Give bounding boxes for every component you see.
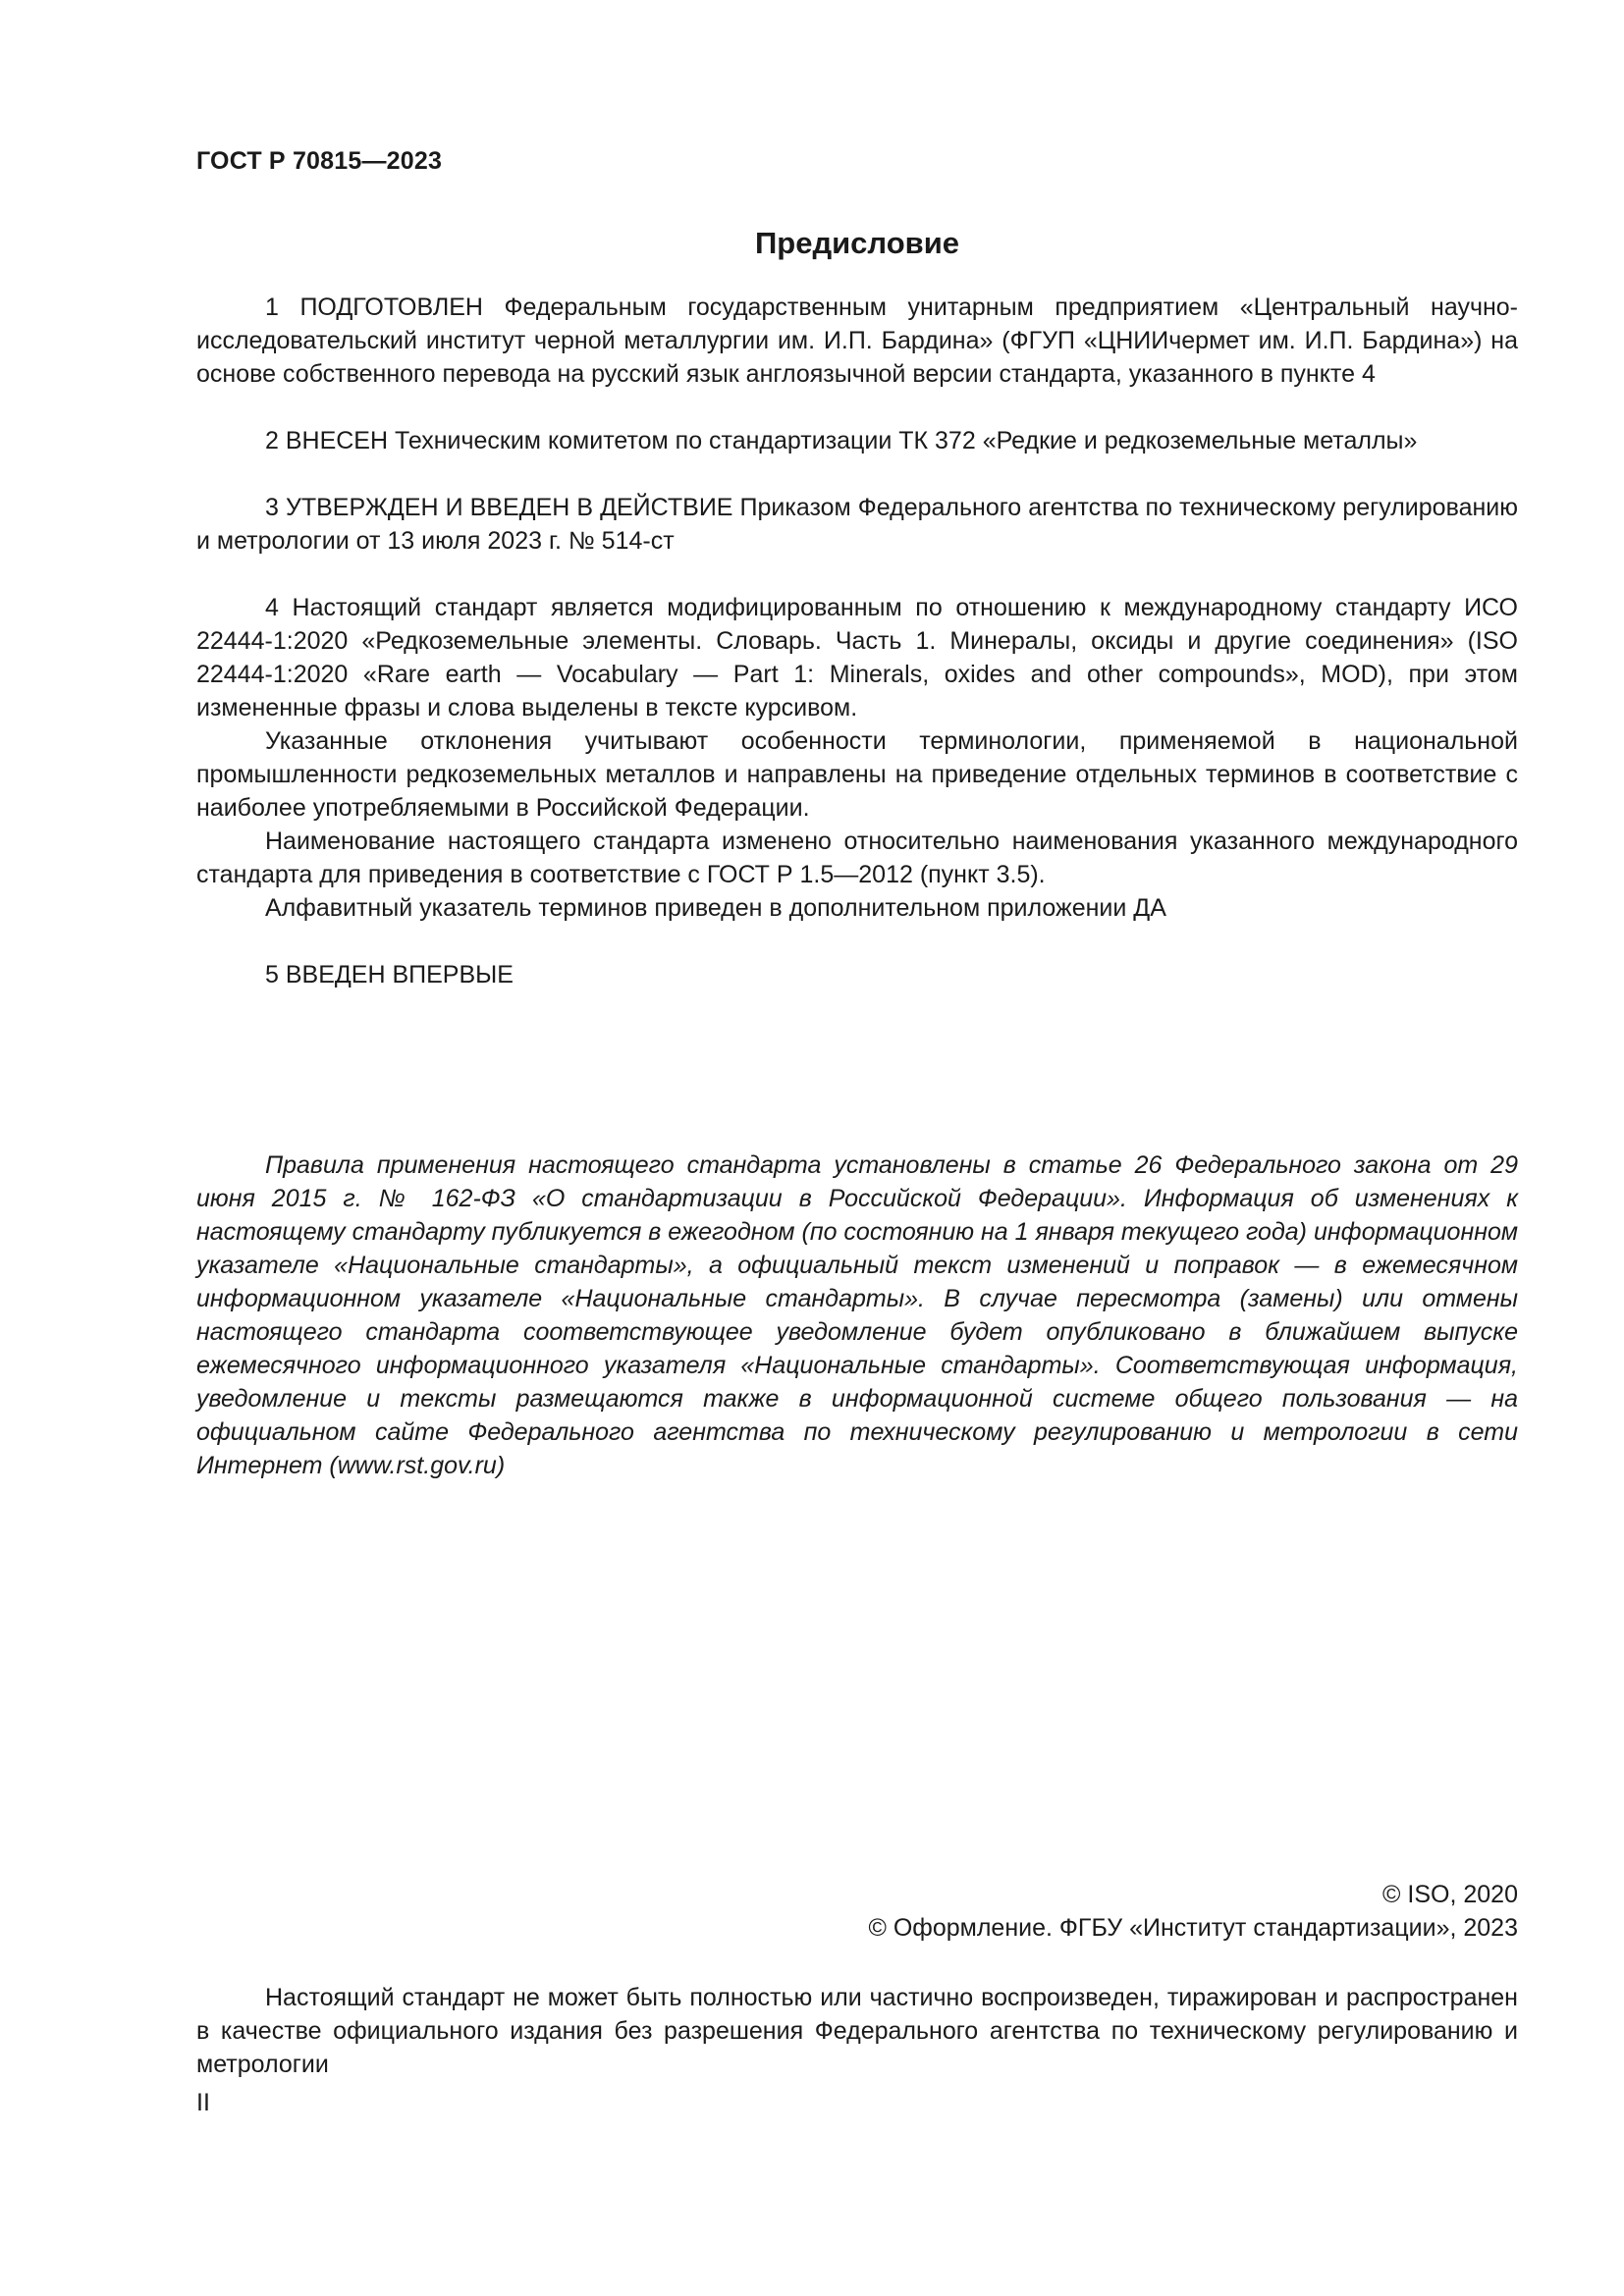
application-rules-notice bbox=[196, 1148, 1518, 1482]
copyright-design: © Оформление. ФГБУ «Институт стандартизации», 2023 bbox=[868, 1914, 1518, 1942]
rights-text: Настоящий стандарт не может быть полностью или частично воспроизведен, тиражирован и распространен в качестве официального издания без разрешения Федерального агентства по техническому регулированию и метрологии bbox=[196, 1984, 1518, 2078]
foreword-body bbox=[196, 291, 1518, 991]
copyright-iso: © ISO, 2020 bbox=[1382, 1881, 1518, 1908]
notice-text: Правила применения настоящего стандарта установлены в статье 26 Федерального закона от 29 июня 2015 г. № 162-ФЗ «О стандартизации в Российской Федерации». Информация об изменениях к настоящему стандарту публикуется в ежегодном (по состоянию на 1 января текущего года) информационном указателе «Национальные стандарты», а официальный текст изменений и поправок — в ежемесячном информационном указателе «Национальные стандарты». В случае пересмотра (замены) или отмены настоящего стандарта соответствующее уведомление будет опубликовано в ближайшем выпуске ежемесячного информационного указателя «Национальные стандарты». Соответствующая информация, уведомление и тексты размещаются также в информационной системе общего пользования — на официальном сайте Федерального агентства по техническому регулированию и метрологии в сети Интернет (www.rst.gov.ru) bbox=[196, 1151, 1519, 1479]
paragraph-alphabetical-index: Алфавитный указатель терминов приведен в дополнительном приложении ДА bbox=[265, 894, 1166, 922]
document-code-header: ГОСТ Р 70815—2023 bbox=[196, 147, 443, 175]
document-page bbox=[196, 0, 1518, 2296]
copyright-block bbox=[868, 1878, 1518, 1945]
paragraph-submitted: 2 ВНЕСЕН Техническим комитетом по стандартизации ТК 372 «Редкие и редкоземельные металлы» bbox=[265, 427, 1418, 454]
page-number: II bbox=[196, 2089, 210, 2116]
paragraph-prepared: 1 ПОДГОТОВЛЕН Федеральным государственным унитарным предприятием «Центральный научно-исследовательский институт черной металлургии им. И.П. Бардина» (ФГУП «ЦНИИчермет им. И.П. Бардина») на основе собственного перевода на русский язык англоязычной версии стандарта, указанного в пункте 4 bbox=[196, 294, 1518, 388]
paragraph-introduced-first: 5 ВВЕДЕН ВПЕРВЫЕ bbox=[265, 961, 514, 988]
paragraph-modified-standard: 4 Настоящий стандарт является модифицированным по отношению к международному стандарту ИСО 22444-1:2020 «Редкоземельные элементы. Словарь. Часть 1. Минералы, оксиды и другие соединения» (ISO 22444-1:2020 «Rare earth — Vocabulary — Part 1: Minerals, oxides and other compounds», MOD), при этом измененные фразы и слова выделены в тексте курсивом. bbox=[196, 594, 1518, 721]
paragraph-name-change: Наименование настоящего стандарта изменено относительно наименования указанного международного стандарта для приведения в соответствие с ГОСТ Р 1.5—2012 (пункт 3.5). bbox=[196, 828, 1518, 888]
page-title: Предисловие bbox=[754, 226, 959, 260]
paragraph-approved: 3 УТВЕРЖДЕН И ВВЕДЕН В ДЕЙСТВИЕ Приказом Федерального агентства по техническому регулированию и метрологии от 13 июля 2023 г. № 514-ст bbox=[196, 494, 1518, 555]
reproduction-rights-notice bbox=[196, 1981, 1518, 2081]
paragraph-deviations: Указанные отклонения учитывают особенности терминологии, применяемой в национальной промышленности редкоземельных металлов и направлены на приведение отдельных терминов в соответствие с наиболее употребляемыми в Российской Федерации. bbox=[196, 727, 1518, 822]
